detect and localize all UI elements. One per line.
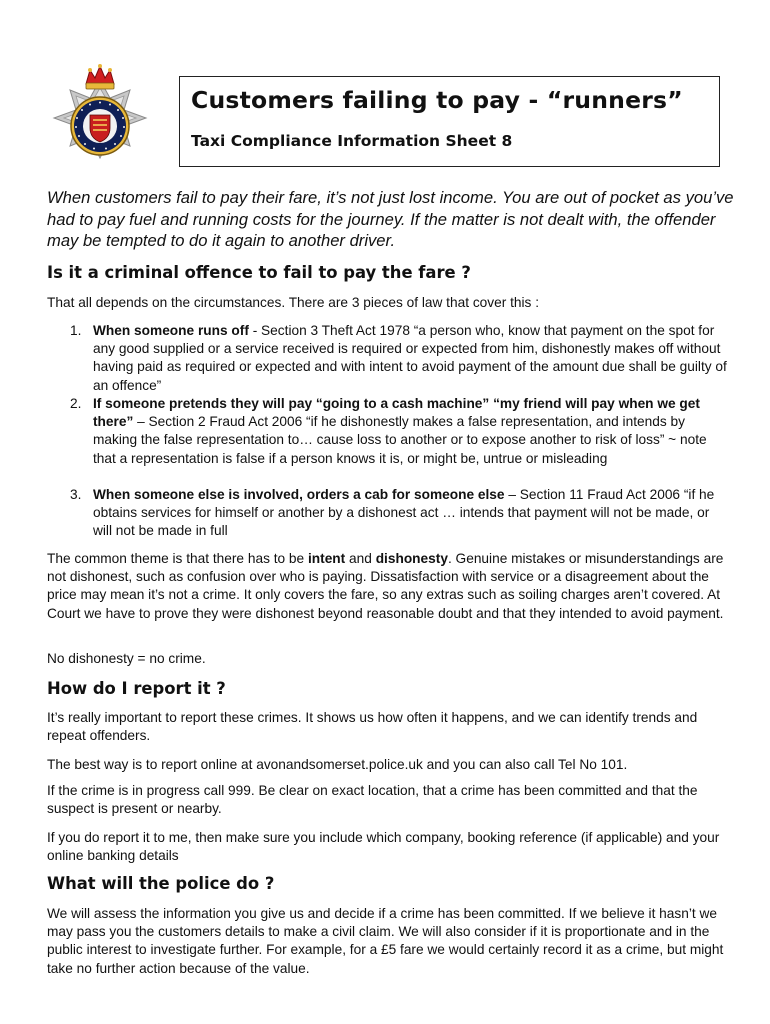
list-item-bold: When someone runs off: [93, 323, 249, 338]
list-number: 1.: [70, 323, 82, 338]
report-paragraph: If the crime is in progress call 999. Be clear on exact location, that a crime has been committed and that the suspect is present or nearby.: [47, 783, 698, 817]
theme-text: and: [345, 551, 376, 566]
page-title: Customers failing to pay - “runners”: [191, 86, 683, 114]
intro-paragraph: When customers fail to pay their fare, it’s not just lost income. You are out of pocket as you’ve had to pay fuel and running costs for the journey. If the matter is not dealt with, the offender may be tempted to do it again to another driver.: [47, 188, 734, 250]
section-heading-criminal-offence: Is it a criminal offence to fail to pay the fare ?: [47, 263, 471, 282]
list-item-text: - Section 3 Theft Act 1978 “a person who, know that payment on the spot for any good supplied or a service received is required or expected from him, dishonestly makes off without having paid as required or expected and with intent to avoid payment of the amount due shall be guilty of an offence”: [93, 323, 727, 393]
list-item-text: – Section 11 Fraud Act 2006 “if he obtains services for himself or another by a dishonest act … intends that payment will not be made, or will not be made in full: [93, 487, 715, 539]
theme-intent: intent: [307, 551, 346, 566]
section-heading-police: What will the police do ?: [47, 874, 275, 893]
page-subtitle: Taxi Compliance Information Sheet 8: [191, 132, 513, 150]
section1-lead: That all depends on the circumstances. There are 3 pieces of law that cover this :: [47, 295, 539, 310]
list-number: 3.: [70, 487, 82, 502]
list-item: [70, 486, 730, 541]
list-item: [70, 322, 730, 395]
common-theme-paragraph: [47, 550, 727, 623]
section-heading-report: How do I report it ?: [47, 679, 226, 698]
report-paragraph: The best way is to report online at avonandsomerset.police.uk and you can also call Tel No 101.: [47, 757, 628, 772]
theme-text: . Genuine mistakes or misunderstandings are not dishonest, such as confusion over who is paying. Dissatisfaction with service or a disagreement about the price may mean it’s not a crime. It only covers the fare, so any extras such as soiling charges aren’t covered. At Court we have to prove they were dishonest beyond reasonable doubt and that they intended to avoid payment.: [47, 551, 724, 621]
list-item-text: – Section 2 Fraud Act 2006 “if he dishonestly makes a false representation, and intends by making the false representation to… cause loss to another or to expose another to risk of loss” ~ note that a representation is false if a person knows it is, or might be, untrue or misleading: [93, 414, 707, 466]
list-item: [70, 395, 730, 468]
theme-text: The common theme is that there has to be: [47, 551, 308, 566]
no-dishonesty-line: No dishonesty = no crime.: [47, 651, 206, 666]
police-crest-icon: [46, 58, 154, 180]
list-item-bold: If someone pretends they will pay “going to a cash machine” “my friend will pay when we get there”: [93, 396, 700, 430]
list-item-bold: When someone else is involved, orders a cab for someone else: [93, 487, 505, 502]
report-paragraph: If you do report it to me, then make sure you include which company, booking reference (if applicable) and your online banking details: [47, 830, 720, 864]
theme-dishonesty: dishonesty: [375, 551, 448, 566]
title-box: [179, 76, 720, 167]
list-number: 2.: [70, 396, 82, 411]
report-paragraph: It’s really important to report these crimes. It shows us how often it happens, and we can identify trends and repeat offenders.: [47, 710, 698, 744]
police-paragraph: We will assess the information you give us and decide if a crime has been committed. If we believe it hasn’t we may pass you the customers details to make a civil claim. We will also consider if it is proportionate and in the public interest to investigate further. For example, for a £5 fare we would certainly record it as a crime, but might take no further action because of the value.: [47, 906, 724, 976]
